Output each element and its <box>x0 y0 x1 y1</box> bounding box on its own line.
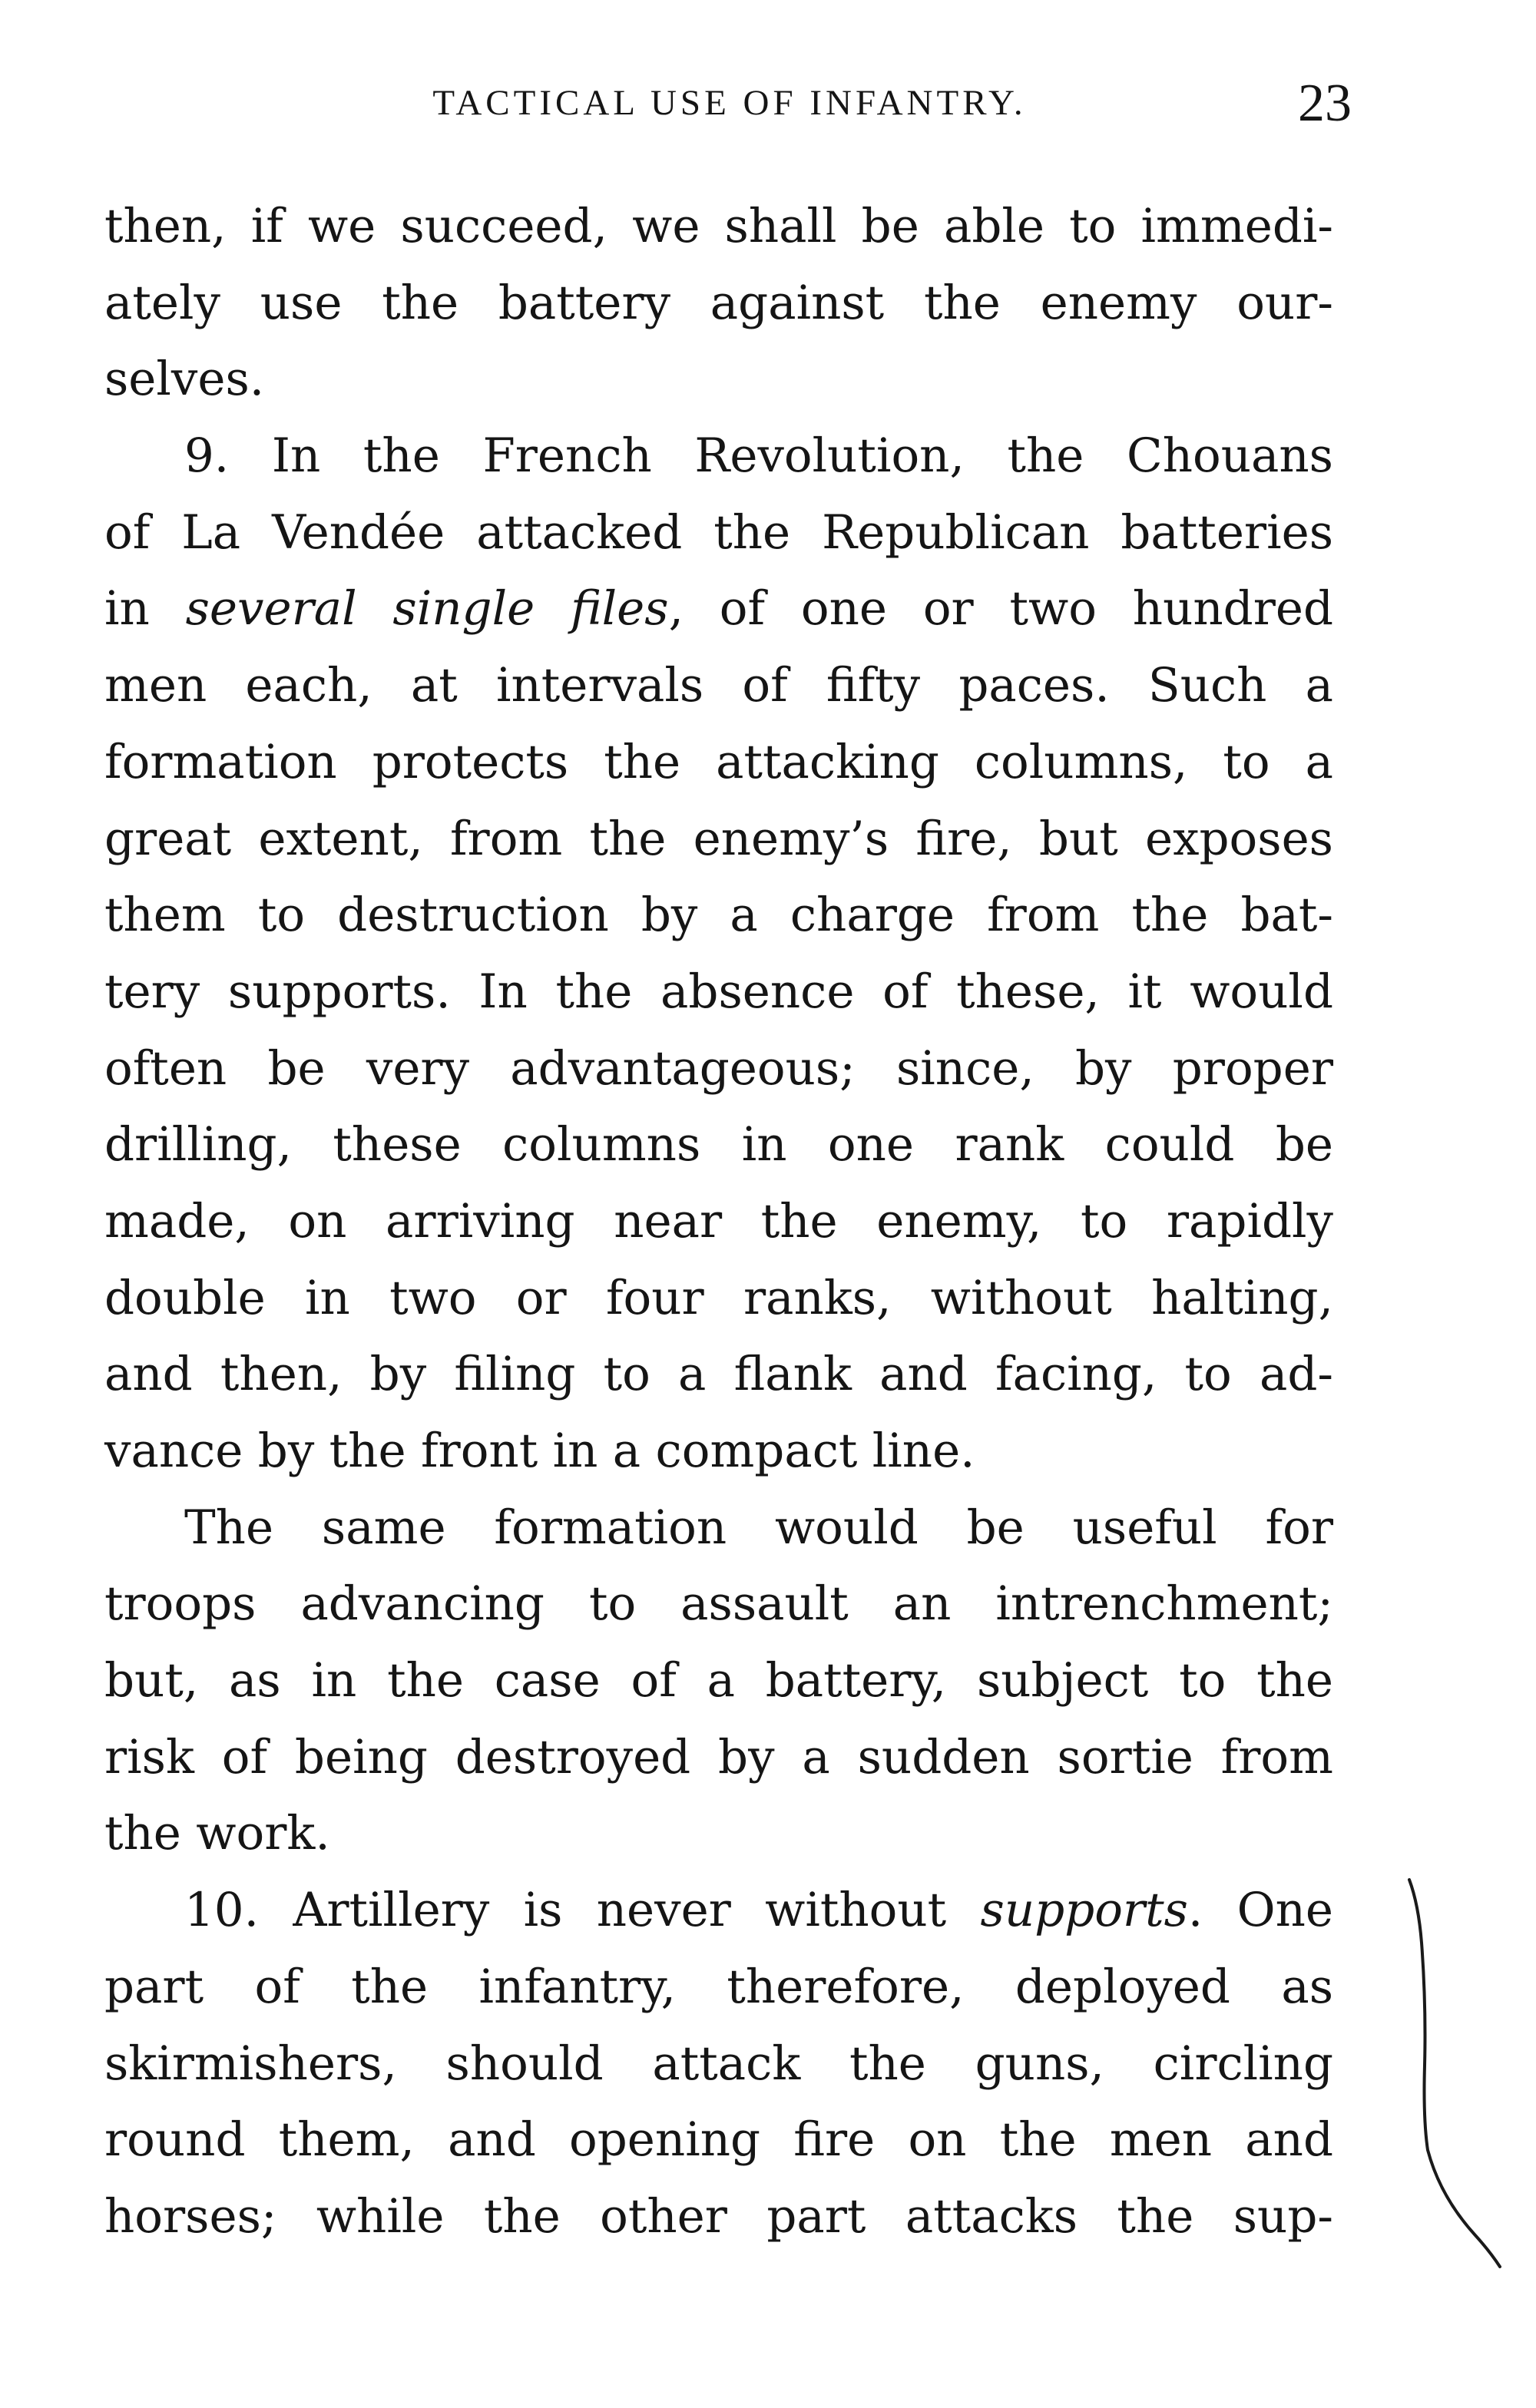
text-line: but, as in the case of a battery, subject to the <box>104 1653 1333 1708</box>
text-line: made, on arriving near the enemy, to rapidly <box>104 1193 1333 1249</box>
handwritten-bracket <box>1402 1874 1509 2273</box>
text-line: skirmishers, should attack the guns, circling <box>104 2036 1333 2091</box>
text-line: drilling, these columns in one rank could be <box>104 1117 1333 1173</box>
line-prefix: in <box>104 581 150 637</box>
text-line: selves. <box>104 352 265 407</box>
line-prefix: 10. Artillery is never without <box>184 1883 947 1938</box>
line-remainder: . One <box>1187 1883 1334 1938</box>
text-line: and then, by filing to a flank and facing, to ad- <box>104 1347 1333 1402</box>
text-line: great extent, from the enemy’s fire, but exposes <box>104 811 1333 866</box>
text-line-with-italic <box>104 1872 1333 1949</box>
text-line: part of the infantry, therefore, deployed as <box>104 1959 1333 2014</box>
page-number: 23 <box>1298 74 1352 133</box>
text-line: often be very advantageous; since, by proper <box>104 1040 1333 1096</box>
text-line: of La Vendée attacked the Republican batteries <box>104 504 1333 560</box>
text-line: men each, at intervals of fifty paces. Such a <box>104 658 1333 713</box>
body-text <box>104 188 1333 2255</box>
text-line: formation protects the attacking columns, to a <box>104 734 1333 789</box>
text-line: tery supports. In the absence of these, it would <box>104 964 1333 1019</box>
line-remainder: , of one or two hundred <box>668 581 1333 637</box>
text-line: vance by the front in a compact line. <box>104 1424 975 1478</box>
text-line: double in two or four ranks, without halting, <box>104 1270 1333 1325</box>
text-line-with-italic <box>104 571 1333 647</box>
running-head <box>108 73 1352 134</box>
text-line: then, if we succeed, we shall be able to immedi- <box>104 199 1333 253</box>
text-line: round them, and opening fire on the men and <box>104 2112 1333 2168</box>
text-line: troops advancing to assault an intrenchment; <box>104 1576 1333 1632</box>
text-line: them to destruction by a charge from the bat- <box>104 888 1333 943</box>
text-line: The same formation would be useful for <box>184 1500 1333 1555</box>
text-line: risk of being destroyed by a sudden sortie from <box>104 1729 1333 1784</box>
running-title: TACTICAL USE OF INFANTRY. <box>432 83 1027 123</box>
text-line: 9. In the French Revolution, the Chouans <box>184 428 1333 484</box>
text-line: ately use the battery against the enemy our- <box>104 275 1333 330</box>
text-line: horses; while the other part attacks the sup- <box>104 2188 1333 2244</box>
italic-phrase: several single files <box>185 581 669 637</box>
italic-phrase: supports <box>980 1883 1188 1938</box>
text-line: the work. <box>104 1806 330 1861</box>
